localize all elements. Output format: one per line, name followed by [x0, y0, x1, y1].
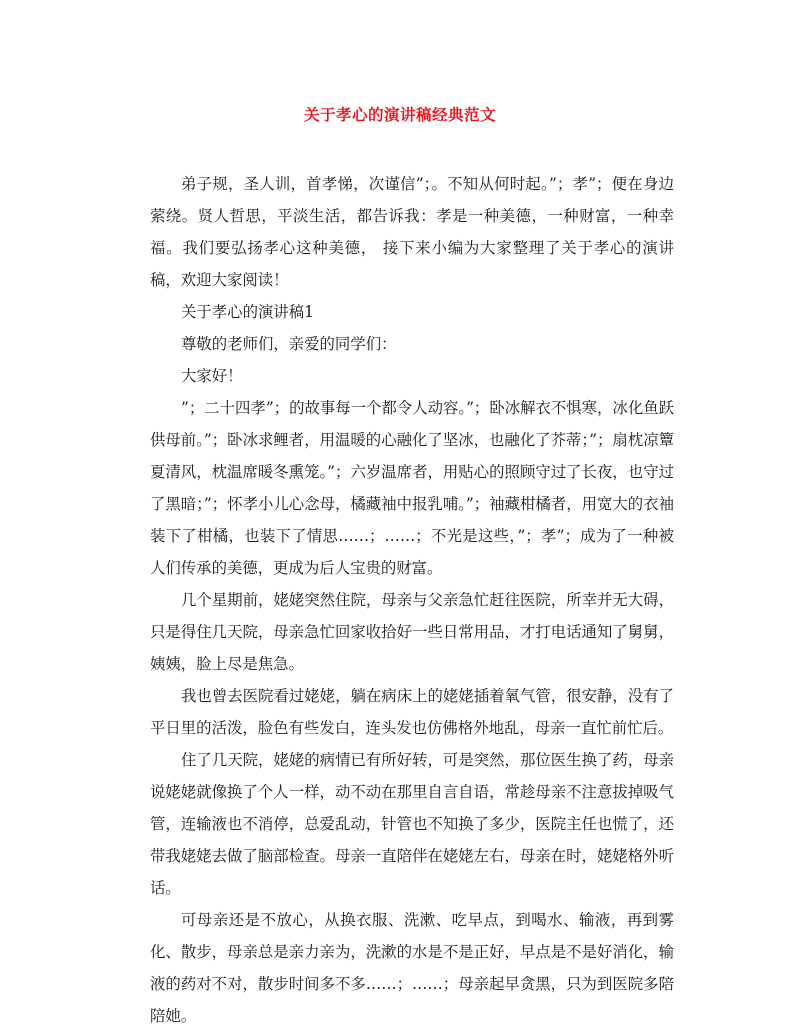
- paragraph-condition: 住了几天院，姥姥的病情已有所好转，可是突然，那位医生换了药，母亲说姥姥就像换了个人一样，动不动在那里自言自语，常趁母亲不注意拔掉吸气管，连输液也不消停，总爱乱动，针管也不知换了多少，医院主任也慌了，还带我姥姥去做了脑部检查。母亲一直陪伴在姥姥左右，母亲在时，姥姥格外听话。: [150, 751, 674, 897]
- paragraph-hospital: 几个星期前，姥姥突然住院，母亲与父亲急忙赶往医院，所幸并无大碍，只是得住几天院，母亲急忙回家收拾好一些日常用品，才打电话通知了舅舅，姨姨，脸上尽是焦急。: [150, 591, 674, 673]
- section-heading: 关于孝心的演讲稿1: [181, 303, 314, 321]
- salutation: 尊敬的老师们，亲爱的同学们：: [181, 335, 397, 353]
- document-title: 关于孝心的演讲稿经典范文: [303, 105, 496, 124]
- greeting: 大家好！: [181, 367, 243, 385]
- paragraph-care: 可母亲还是不放心，从换衣服、洗漱、吃早点，到喝水、输液，再到雾化、散步，母亲总是亲力亲为，洗漱的水是不是正好，早点是不是好消化，输液的药对不对，散步时间多不多……；……；母亲起早贪黑，只为到医院多陪陪她。: [150, 911, 674, 1025]
- document-body: [150, 168, 674, 1032]
- paragraph-twenty-four-filial: ”；二十四孝”；的故事每一个都令人动容。”；卧冰解衣不惧寒，冰化鱼跃供母前。”；卧冰求鲤者，用温暖的心融化了坚冰，也融化了芥蒂；”；扇枕凉簟夏清风，枕温席暖冬熏笼。”；六岁温席者，用贴心的照顾守过了长夜，也守过了黑暗；”；怀孝小儿心念母，橘藏袖中报乳哺。”；袖藏柑橘者，用宽大的衣袖装下了柑橘，也装下了情思……；……；不光是这些，”；孝”；成为了一种被人们传承的美德，更成为后人宝贵的财富。: [150, 399, 675, 577]
- paragraph-intro: 弟子规，圣人训，首孝悌，次谨信”；。不知从何时起。”；孝”；便在身边萦绕。贤人哲思，平淡生活，都告诉我：孝是一种美德，一种财富，一种幸福。我们要弘扬孝心这种美德， 接下来小编为大家整理了关于孝心的演讲稿，欢迎大家阅读！: [150, 175, 674, 289]
- paragraph-visit: 我也曾去医院看过姥姥，躺在病床上的姥姥插着氧气管，很安静，没有了平日里的活泼，脸色有些发白，连头发也仿佛格外地乱，母亲一直忙前忙后。: [150, 687, 674, 737]
